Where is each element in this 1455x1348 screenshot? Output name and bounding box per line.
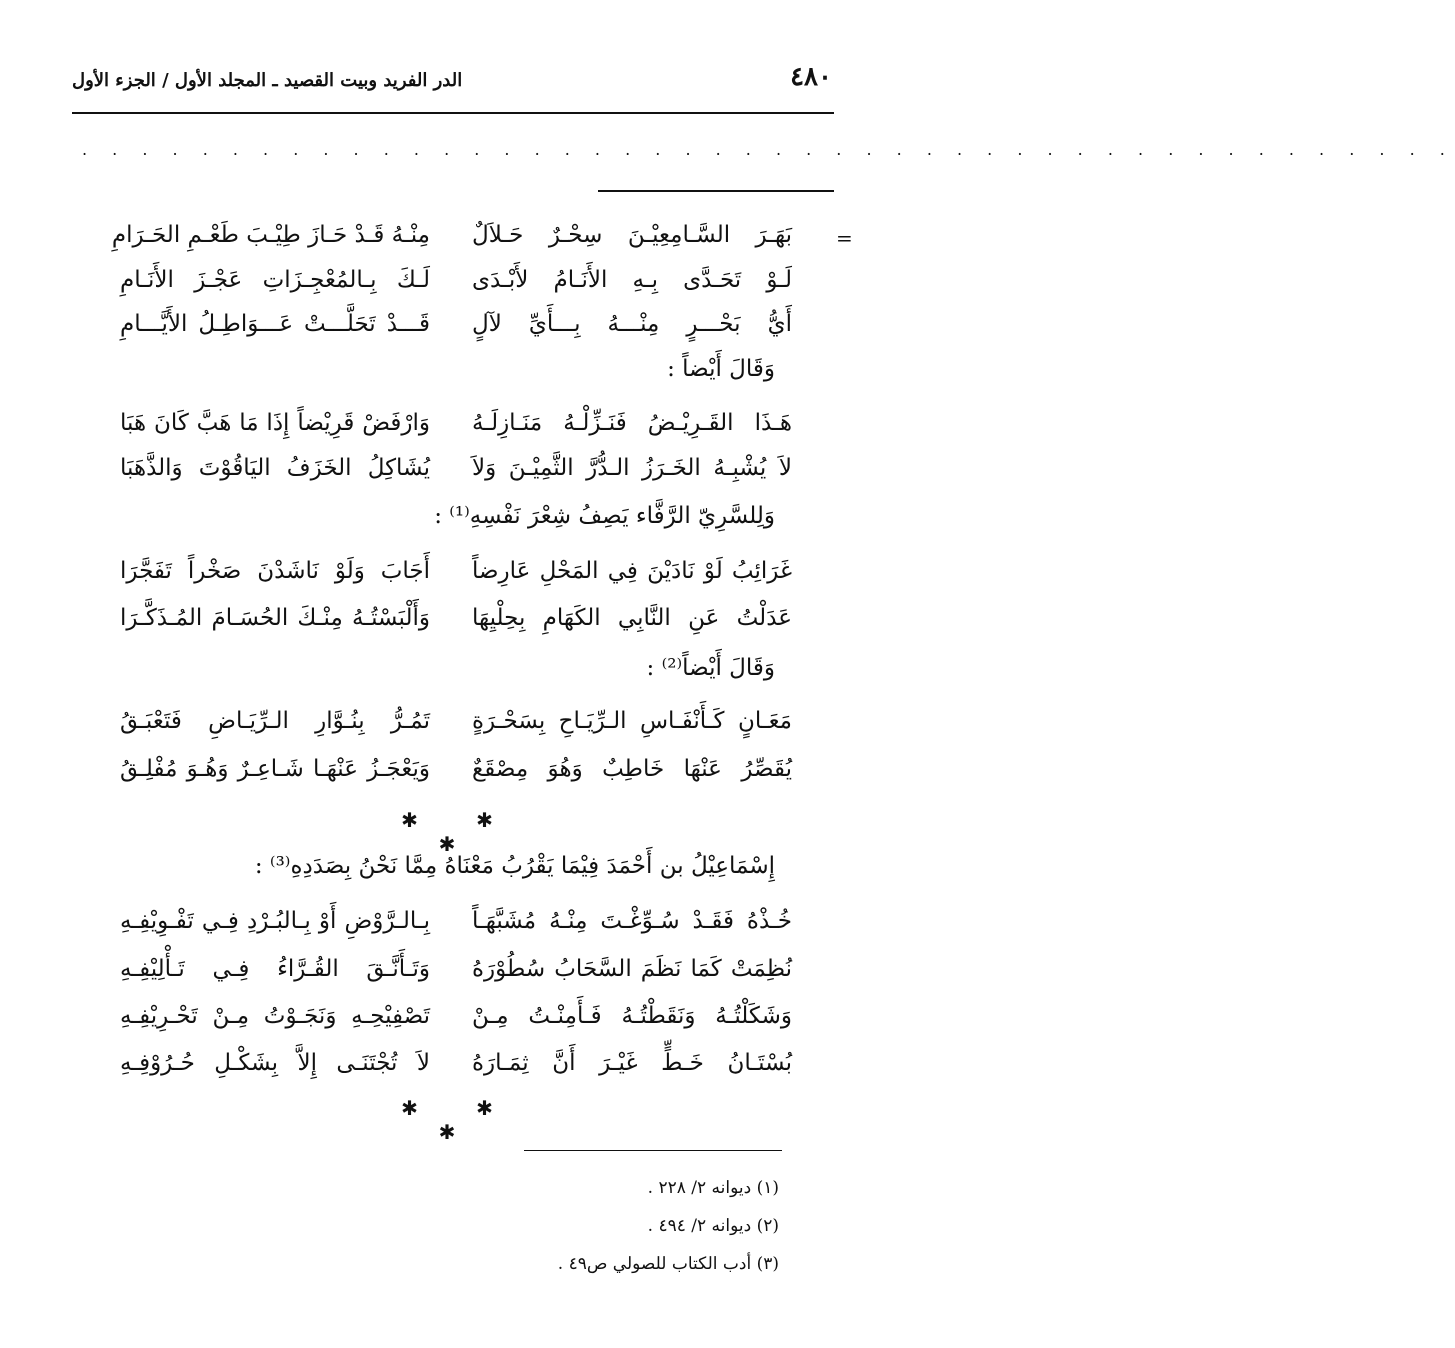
verse-first-hemistich: مَعَـانٍ كَـأَنْفَـاسِ الـرِّيَـاحِ بِسَحْـرَةٍ bbox=[472, 708, 792, 734]
verse-first-hemistich: لَـوْ تَحَـدَّى بِـهِ الأَنَـامُ لأَبْـدَى bbox=[472, 267, 792, 293]
verse-intro: وَقَالَ أَيْضاً⁽²⁾ : bbox=[646, 655, 775, 681]
verse-intro: وَلِلسَّرِيّ الرَّفَّاء يَصِفُ شِعْرَ نَفْسِهِ⁽¹⁾ : bbox=[434, 503, 775, 529]
verse-second-hemistich: مِنْـهُ قَـدْ حَـازَ طِيْـبَ طَعْـمِ الحَـرَامِ bbox=[111, 222, 430, 248]
verse-first-hemistich: بَهَـرَ السَّـامِعِيْـنَ سِحْـرٌ حَـلاَلٌ bbox=[472, 222, 792, 248]
dotted-separator: . . . . . . . . . . . . . . . . . . . . . . . . . . . . . . . . . . . . . . . . . . . . . . bbox=[82, 140, 1455, 159]
verse-first-hemistich: نُظِمَتْ كَمَا نَظَمَ السَّحَابُ سُطُوْرَهُ bbox=[472, 956, 792, 982]
verse-line bbox=[120, 605, 792, 649]
footnote: (١) ديوانه ٢/ ٢٢٨ . bbox=[647, 1178, 779, 1198]
verse-first-hemistich: لاَ يُشْبِـهُ الخَـرَزُ الـدُّرَّ الثَّمِيْـنَ وَلاَ bbox=[472, 455, 792, 481]
verse-first-hemistich: يُقَصِّرُ عَنْهَا خَاطِبٌ وَهُوَ مِصْقَعٌ bbox=[472, 756, 792, 782]
footnote-rule bbox=[524, 1150, 782, 1151]
verse-second-hemistich: وَيَعْجَـزُ عَنْهَـا شَـاعِـرٌ وَهُـوَ مُفْلِـقُ bbox=[120, 756, 430, 782]
verse-intro: وَقَالَ أَيْضاً : bbox=[667, 356, 775, 382]
section-separator: ✱ ✱ ✱ bbox=[401, 808, 519, 856]
verse-line bbox=[120, 708, 792, 752]
verse-line bbox=[120, 311, 792, 355]
header-rule bbox=[72, 112, 834, 114]
verse-line bbox=[120, 1003, 792, 1047]
verse-intro: إِسْمَاعِيْلُ بن أَحْمَدَ فِيْمَا يَقْرُبُ مَعْنَاهُ مِمَّا نَحْنُ بِصَدَدِهِ⁽³⁾ : bbox=[254, 853, 775, 879]
verse-line bbox=[120, 756, 792, 800]
page-number: ٤٨٠ bbox=[790, 62, 832, 92]
section-separator: ✱ ✱ ✱ bbox=[401, 1096, 519, 1144]
verse-first-hemistich: خُـذْهُ فَقَـدْ سُـوِّغْـتَ مِنْـهُ مُشَبَّهَـاً bbox=[472, 908, 792, 934]
verse-first-hemistich: أَيُّ بَحْـــرٍ مِنْـــهُ بِـــأَيِّ لآلٍ bbox=[472, 311, 792, 337]
verse-first-hemistich: هَـذَا القَـرِيْـضُ فَنَـزِّلْـهُ مَنَـازِلَـهُ bbox=[472, 410, 792, 436]
verse-second-hemistich: أَجَابَ وَلَوْ نَاشَدْنَ صَخْراً تَفَجَّرَا bbox=[120, 558, 430, 584]
verse-first-hemistich: غَرَائِبُ لَوْ نَادَيْنَ فِي المَحْلِ عَارِضاً bbox=[472, 558, 792, 584]
verse-line bbox=[120, 956, 792, 1000]
verse-first-hemistich: عَدَلْتُ عَنِ النَّابِي الكَهَامِ بِحِلْيِهَا bbox=[472, 605, 792, 631]
verse-line bbox=[120, 558, 792, 602]
verse-second-hemistich: يُشَاكِلُ الخَزَفُ اليَاقُوْتَ وَالذَّهَبَا bbox=[120, 455, 430, 481]
footnote: (٢) ديوانه ٢/ ٤٩٤ . bbox=[647, 1216, 779, 1236]
verse-line bbox=[120, 267, 792, 311]
verse-first-hemistich: بُسْتَـانُ خَـطٍّ غَيْـرَ أَنَّ ثِمَـارَهُ bbox=[472, 1050, 792, 1076]
verse-line bbox=[111, 222, 792, 266]
verse-second-hemistich: لاَ تُجْتَنَـى إِلاَّ بِشَكْـلِ حُـرُوْفِـهِ bbox=[120, 1050, 430, 1076]
verse-second-hemistich: وَارْفَضْ قَرِيْضاً إِذَا مَا هَبَّ كَانَ هَبَا bbox=[120, 410, 430, 436]
verse-second-hemistich: قَـــدْ تَحَلَّـــتْ عَـــوَاطِـلُ الأَيَّـــامِ bbox=[120, 311, 430, 337]
verse-second-hemistich: تَصْفِيْحِـهِ وَنَجَـوْتُ مِـنْ تَحْـرِيْفِـهِ bbox=[120, 1003, 430, 1029]
verse-second-hemistich: بِـالـرَّوْضِ أَوْ بِـالبُـرْدِ فِـي تَفْـوِيْفِـهِ bbox=[120, 908, 430, 934]
verse-second-hemistich: وَأَلْبَسْتُـهُ مِنْـكَ الحُسَـامَ المُـذَكَّـرَا bbox=[120, 605, 430, 631]
page-header bbox=[72, 60, 832, 112]
section-rule bbox=[598, 190, 834, 192]
verse-line bbox=[120, 455, 792, 499]
footnote: (٣) أدب الكتاب للصولي ص٤٩ . bbox=[557, 1254, 779, 1274]
verse-second-hemistich: لَـكَ بِـالمُعْجِـزَاتِ عَجْـزَ الأَنَـامِ bbox=[120, 267, 430, 293]
verse-line bbox=[120, 410, 792, 454]
running-title: الدر الفريد وبيت القصيد ـ المجلد الأول / الجزء الأول bbox=[72, 70, 463, 91]
verse-line bbox=[120, 1050, 792, 1094]
verse-second-hemistich: وَتَـأَنَّـقَ القُـرَّاءُ فِـي تَـأْلِيْفِـهِ bbox=[120, 956, 430, 982]
verse-second-hemistich: تَمُـرُّ بِنُـوَّارِ الـرِّيَـاضِ فَتَعْبَـقُ bbox=[120, 708, 430, 734]
verse-first-hemistich: وَشَكَلْتُـهُ وَنَقَطْتُـهُ فَـأَمِنْـتُ مِـنْ bbox=[472, 1003, 792, 1029]
verse-line bbox=[120, 908, 792, 952]
continuation-mark: = bbox=[836, 226, 853, 250]
